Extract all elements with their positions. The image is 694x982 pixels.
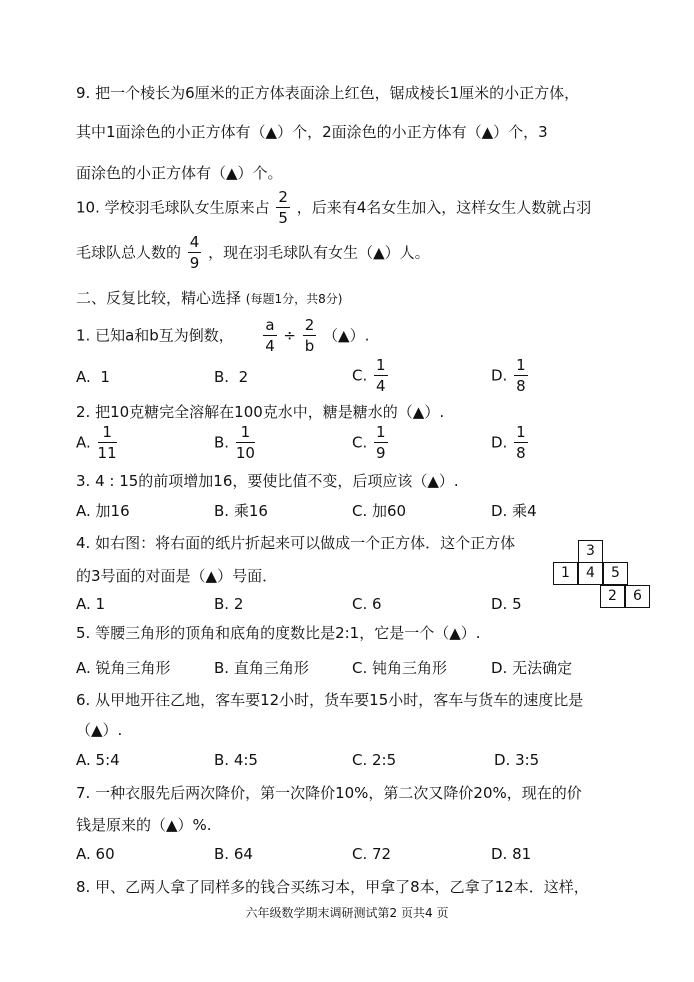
- m1-option-c: [352, 358, 390, 394]
- page-footer: 六年级数学期末调研测试第2 页共4 页: [245, 906, 449, 920]
- m2-option-d: [491, 425, 530, 461]
- cube-net-cell: 6: [625, 585, 650, 608]
- m2-option-b: [214, 425, 257, 461]
- m1-option-d: [491, 358, 530, 394]
- fraction-denominator: 9: [189, 254, 200, 272]
- option-label: A.: [76, 368, 91, 386]
- m6-option-a: A. 5:4: [76, 751, 120, 769]
- fraction-denominator: b: [304, 337, 315, 355]
- option-label: A.: [76, 433, 91, 452]
- m3-option-b: B. 乘16: [214, 502, 268, 520]
- fraction-numerator: 1: [376, 423, 386, 441]
- m1-fraction-2b: [303, 318, 317, 354]
- m1-option-a: [76, 368, 110, 386]
- fraction-numerator: 1: [98, 425, 117, 443]
- option-value: 1: [100, 368, 110, 386]
- fraction-numerator: 1: [516, 356, 526, 374]
- option-label: C.: [352, 366, 368, 385]
- m6-option-b: B. 4:5: [214, 751, 258, 769]
- cube-net-cell: 2: [600, 585, 625, 608]
- fraction-denominator: 8: [516, 377, 526, 395]
- option-label: D.: [491, 433, 508, 452]
- m4-option-d: D. 5: [491, 595, 522, 613]
- m1-post: （▲）.: [323, 326, 370, 345]
- m5-option-c: C. 钝角三角形: [352, 659, 448, 677]
- fraction-denominator: 5: [278, 209, 288, 227]
- q9-line1: 9. 把一个棱长为6厘米的正方体表面涂上红色，锯成棱长1厘米的小正方体，: [76, 84, 580, 102]
- m8-line1: 8. 甲、乙两人拿了同样多的钱合买练习本，甲拿了8本，乙拿了12本．这样，: [76, 878, 589, 896]
- option-label: C.: [352, 433, 368, 452]
- q10-line2: [76, 235, 430, 271]
- q10-mid: ，后来有4名女生加入，这样女生人数就占羽: [296, 198, 592, 217]
- m7-option-a: A. 60: [76, 845, 115, 863]
- fraction-numerator: 2: [304, 316, 315, 334]
- m7-line1: 7. 一种衣服先后两次降价，第一次降价10%，第二次又降价20%，现在的价: [76, 784, 582, 802]
- option-value: 2: [238, 368, 249, 386]
- fraction-numerator: a: [265, 316, 275, 334]
- cube-net-cell: 5: [603, 562, 628, 585]
- option-fraction: [374, 358, 388, 394]
- fraction-numerator: 1: [516, 423, 526, 441]
- cube-net-cell: 4: [578, 562, 603, 585]
- m7-option-d: D. 81: [491, 845, 532, 863]
- fraction-denominator: 4: [376, 377, 386, 395]
- m4-line2: 的3号面的对面是（▲）号面．: [76, 567, 278, 585]
- m6-option-c: C. 2:5: [352, 751, 397, 769]
- m1-pre: 1. 已知a和b互为倒数，: [76, 326, 234, 345]
- m5-question: 5. 等腰三角形的顶角和底角的度数比是2:1，它是一个（▲）.: [76, 624, 481, 642]
- m5-option-b: B. 直角三角形: [214, 659, 309, 677]
- section-note: (每题1分，共8分): [245, 292, 343, 306]
- m4-option-c: C. 6: [352, 595, 382, 613]
- m2-option-a: [76, 425, 119, 461]
- m5-option-a: A. 锐角三角形: [76, 659, 171, 677]
- m4-option-b: B. 2: [214, 595, 244, 613]
- option-fraction: [514, 358, 528, 394]
- q10-line1: [76, 190, 591, 226]
- m7-option-b: B. 64: [214, 845, 253, 863]
- q10-line2-post: ，现在羽毛球队有女生（▲）人。: [208, 243, 430, 262]
- m6-line1: 6. 从甲地开往乙地，客车要12小时，货车要15小时，客车与货车的速度比是: [76, 691, 584, 709]
- option-fraction: [98, 425, 117, 461]
- m1-option-b: [214, 368, 248, 386]
- fraction-numerator: 2: [278, 188, 288, 206]
- fraction-denominator: 9: [376, 444, 386, 462]
- m2-option-c: [352, 425, 390, 461]
- q10-pre: 10. 学校羽毛球队女生原来占: [76, 198, 270, 217]
- m7-line2: 钱是原来的（▲）%.: [76, 816, 212, 834]
- cube-net-cell: 1: [553, 562, 578, 585]
- fraction-numerator: 1: [236, 425, 255, 443]
- m1-fraction-a4: [263, 318, 276, 354]
- section-heading: [76, 287, 342, 308]
- m1-question: [76, 318, 369, 354]
- option-fraction: [374, 425, 388, 461]
- m4-line1: 4. 如右图：将右面的纸片折起来可以做成一个正方体．这个正方体: [76, 534, 516, 552]
- q9-line3: 面涂色的小正方体有（▲）个。: [76, 164, 283, 182]
- m3-option-c: C. 加60: [352, 502, 407, 520]
- option-label: D.: [491, 366, 508, 385]
- option-fraction: [514, 425, 528, 461]
- cube-net-cell: 3: [578, 540, 603, 563]
- q9-line2: 其中1面涂色的小正方体有（▲）个，2面涂色的小正方体有（▲）个，3: [76, 123, 548, 141]
- m6-option-d: D. 3:5: [494, 751, 540, 769]
- fraction-numerator: 4: [189, 233, 200, 251]
- m7-option-c: C. 72: [352, 845, 392, 863]
- q10-fraction-2: [188, 235, 202, 271]
- fraction-denominator: 4: [265, 337, 275, 355]
- m6-line2: （▲）.: [76, 721, 123, 739]
- fraction-denominator: 8: [516, 444, 526, 462]
- divide-sign: ÷: [283, 326, 296, 345]
- option-label: B.: [214, 368, 230, 386]
- m3-option-d: D. 乘4: [491, 502, 537, 520]
- m3-question: 3. 4 : 15的前项增加16，要使比值不变，后项应该（▲）.: [76, 472, 459, 490]
- fraction-denominator: 11: [97, 444, 117, 462]
- m3-option-a: A. 加16: [76, 502, 130, 520]
- q10-line2-pre: 毛球队总人数的: [76, 243, 182, 262]
- fraction-numerator: 1: [376, 356, 386, 374]
- q10-fraction-1: [276, 190, 290, 226]
- option-label: B.: [214, 433, 230, 452]
- fraction-denominator: 10: [235, 444, 255, 462]
- m4-option-a: A. 1: [76, 595, 106, 613]
- section-title: 二、反复比较，精心选择: [76, 289, 242, 307]
- m2-question: 2. 把10克糖完全溶解在100克水中，糖是糖水的（▲）.: [76, 403, 445, 421]
- option-fraction: [236, 425, 255, 461]
- m5-option-d: D. 无法确定: [491, 659, 573, 677]
